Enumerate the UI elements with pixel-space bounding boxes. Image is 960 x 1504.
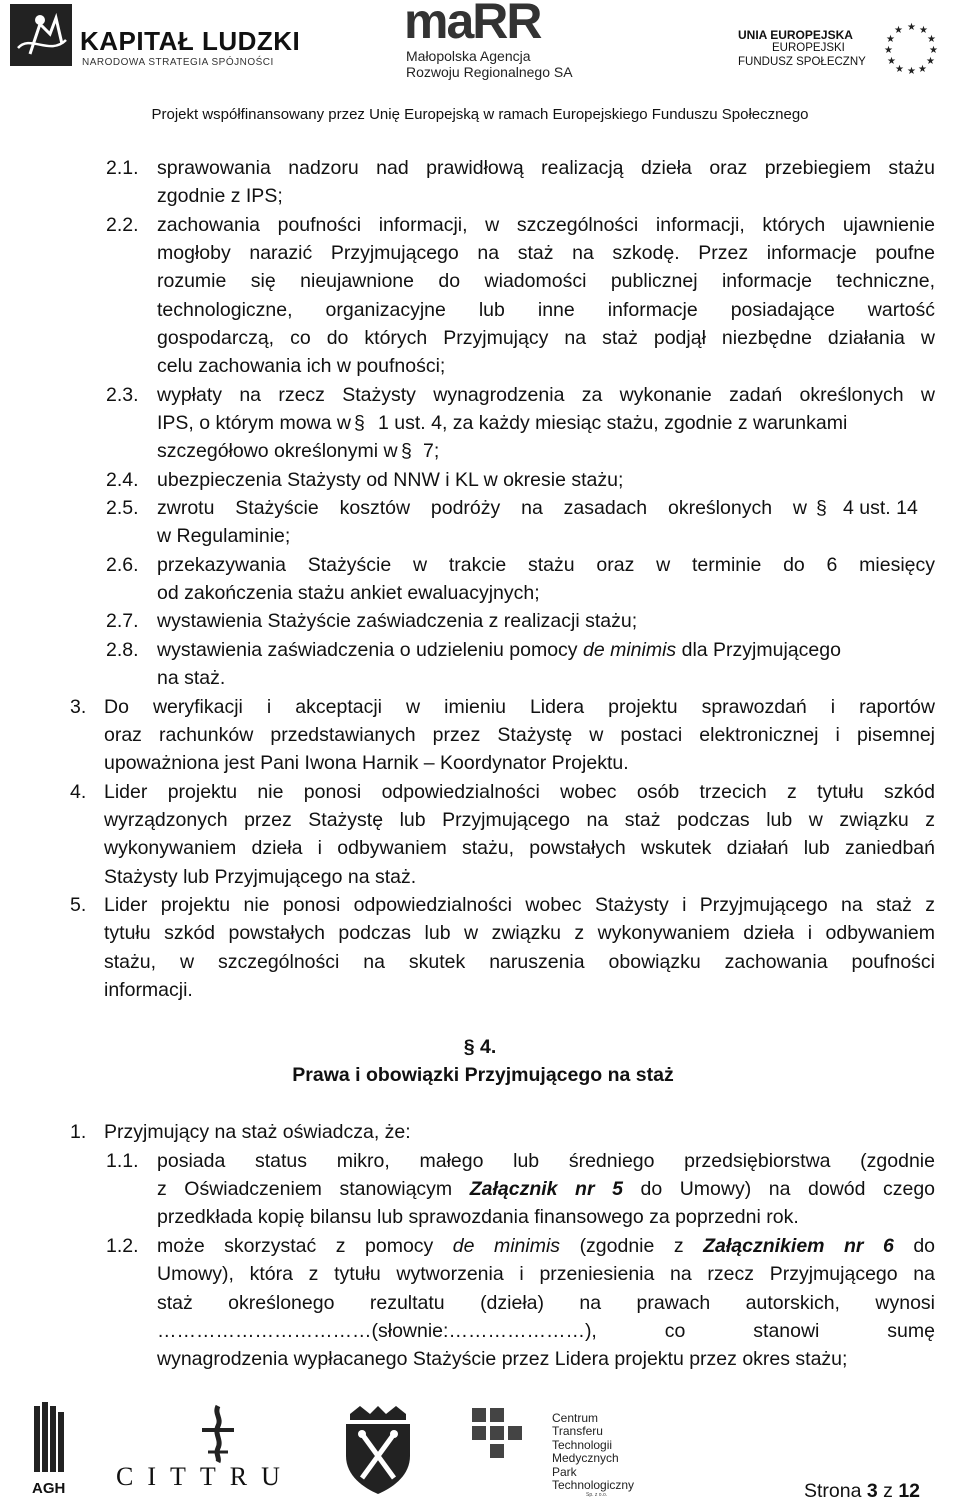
svg-text:★: ★ (887, 56, 896, 67)
item-number: 1.2. (106, 1235, 139, 1257)
item-text-line: 1 ust. 4, za każdy miesiąc stażu, zgodnie z warunkami (378, 412, 848, 434)
paragraph-number: 3. (70, 696, 87, 718)
centrum-line: Transferu (552, 1424, 603, 1439)
item-text-line: od zakończenia stażu ankiet ewaluacyjnych; (157, 582, 540, 604)
paragraph-number: 5. (70, 894, 87, 916)
item-text-line: wypłaty na rzecz Stażysty wynagrodzenia za wykonanie zadań określonych w (157, 384, 935, 406)
text-segment: z Oświadczeniem stanowiącym (157, 1178, 453, 1200)
page-number (804, 1480, 920, 1503)
item-text-line: 4 ust. 14 (843, 497, 918, 519)
item-number: 2.6. (106, 554, 139, 576)
page-header (0, 0, 960, 130)
svg-text:★: ★ (884, 45, 893, 56)
marr-logo-title: maRR (404, 0, 541, 49)
section-title: Prawa i obowiązki Przyjmującego na staż (292, 1064, 674, 1086)
page-footer (0, 1400, 960, 1504)
paragraph-line: informacji. (104, 979, 193, 1001)
eu-logo-line1: UNIA EUROPEJSKA (738, 28, 853, 42)
eu-logo-line2: EUROPEJSKI (772, 42, 845, 54)
eu-fund-logo (738, 22, 950, 78)
text-segment: wystawienia zaświadczenia o udzieleniu pomocy (157, 639, 578, 661)
page-word: z (883, 1480, 893, 1502)
centrum-suffix: Sp. z o.o. (586, 1492, 608, 1498)
text-segment: dla Przyjmującego (681, 639, 841, 661)
paragraph-line: oraz rachunków przedstawianych przez Stażystę w postaci elektronicznej i pisemnej (104, 724, 935, 746)
paragraph-line: wyrządzonych przez Stażystę lub Przyjmującego na staż podczas lub w związku z (104, 809, 935, 831)
item-text-line (157, 1175, 935, 1203)
paragraph-number: 4. (70, 781, 87, 803)
item-text-line: posiada status mikro, małego lub średniego przedsiębiorstwa (zgodnie (157, 1150, 935, 1172)
svg-text:★: ★ (918, 64, 927, 74)
centrum-line: Technologii (552, 1437, 613, 1452)
item-text-line: staż określonego rezultatu (dzieła) na prawach autorskich, wynosi (157, 1292, 935, 1314)
item-text-line: IPS, o którym mowa w (157, 412, 351, 434)
kapital-ludzki-subtitle: NARODOWA STRATEGIA SPÓJNOŚCI (82, 57, 274, 68)
project-cofinancing-line: Projekt współfinansowany przez Unię Europejską w ramach Europejskiego Funduszu Społecznego (151, 106, 809, 123)
centrum-line: Medycznych (552, 1451, 619, 1466)
item-text-line: gospodarczą, co do których Przyjmujący na staż podjął niezbędne działania w (157, 327, 935, 349)
eu-stars-flag-icon (874, 18, 944, 74)
marr-logo-line2: Rozwoju Regionalnego SA (406, 64, 573, 80)
item-number: 2.5. (106, 497, 139, 519)
item-text-line: przekazywania Stażyście w trakcie stażu oraz w terminie do 6 miesięcy (157, 554, 935, 576)
item-number: 2.4. (106, 469, 139, 491)
item-number: 2.1. (106, 157, 139, 179)
item-text-line: Umowy), która z tytułu wytworzenia i przeniesienia na rzecz Przyjmującego na (157, 1263, 935, 1285)
page-total: 12 (898, 1480, 921, 1502)
marr-logo (404, 0, 584, 84)
section-sign-icon: § (354, 412, 365, 434)
item-text-line: sprawowania nadzoru nad prawidłową realizacją dzieła oraz przebiegiem stażu (157, 157, 935, 179)
item-number: 2.3. (106, 384, 139, 406)
item-text-line (157, 1232, 935, 1260)
text-segment: może skorzystać z pomocy (157, 1235, 434, 1257)
centrum-transferu-logo (470, 1404, 640, 1500)
item-text-line (157, 636, 841, 664)
centrum-line: Park (552, 1464, 577, 1479)
item-text-line: technologiczne, organizacyjne lub inne informacje posiadające wartość (157, 299, 935, 321)
paragraph-line: upoważniona jest Pani Iwona Harnik – Koordynator Projektu. (104, 752, 629, 774)
item-text-line: szczegółowo określonymi w (157, 440, 398, 462)
item-text-line: wystawienia Stażyście zaświadczenia z realizacji stażu; (157, 610, 638, 632)
agh-label: AGH (32, 1480, 66, 1497)
kapital-ludzki-emblem-icon (10, 4, 72, 66)
item-text-line: zgodnie z IPS; (157, 185, 283, 207)
svg-text:★: ★ (886, 34, 895, 45)
centrum-line: Centrum (552, 1411, 599, 1425)
paragraph-number: 1. (70, 1121, 87, 1143)
svg-text:★: ★ (919, 25, 928, 36)
item-text-line: rozumie się nieujawnione do wiadomości publicznej informacje techniczne, (157, 270, 935, 292)
paragraph-line: Stażysty lub Przyjmującego na staż. (104, 866, 417, 888)
item-text-line: wynagrodzenia wypłacanego Stażyście przez Lidera projektu przez okres stażu; (157, 1348, 848, 1370)
paragraph-line: Do weryfikacji i akceptacji w imieniu Lidera projektu sprawozdań i raportów (104, 696, 935, 718)
centrum-name (552, 1412, 634, 1492)
paragraph-line: wykonywaniem dzieła i odbywaniem stażu, powstałych wskutek działań lub zaniedbań (104, 837, 935, 859)
svg-text:★: ★ (907, 66, 916, 74)
paragraph-line: Lider projektu nie ponosi odpowiedzialności wobec osób trzecich z tytułu szkód (104, 781, 935, 803)
item-text-line: przedkłada kopię bilansu lub sprawozdania finansowego za poprzedni rok. (157, 1206, 799, 1228)
item-text-line: ubezpieczenia Stażysty od NNW i KL w okresie stażu; (157, 469, 624, 491)
page-word: Strona (804, 1480, 862, 1502)
item-number: 2.2. (106, 214, 139, 236)
section-sign-icon: § (816, 497, 827, 519)
text-segment-bold-italic: Załącznikiem nr 6 (703, 1235, 894, 1257)
text-segment: do (913, 1235, 936, 1257)
eu-logo-line3: FUNDUSZ SPOŁECZNY (738, 56, 866, 68)
item-text-line: zwrotu Stażyście kosztów podróży na zasadach określonych w (157, 497, 807, 519)
paragraph-line: tytułu szkód powstałych podczas lub w związku z wykonywaniem dzieła i odbywaniem (104, 922, 935, 944)
text-segment-bold-italic: Załącznik nr 5 (469, 1178, 623, 1200)
text-segment-italic: de minimis (582, 639, 677, 661)
paragraph-line: Lider projektu nie ponosi odpowiedzialności wobec Stażysty i Przyjmującego na staż z (104, 894, 935, 916)
centrum-line: Technologiczny (552, 1478, 635, 1493)
text-segment: do Umowy) na dowód czego (640, 1178, 936, 1200)
item-text-line: celu zachowania ich w poufności; (157, 355, 446, 377)
item-text-line: na staż. (157, 667, 226, 689)
kapital-ludzki-logo (10, 4, 310, 66)
section-sign-icon: § (463, 1036, 475, 1058)
agh-emblem-icon (30, 1402, 70, 1476)
text-segment: (zgodnie z (579, 1235, 684, 1257)
paragraph-line: Przyjmujący na staż oświadcza, że: (104, 1121, 411, 1143)
svg-text:★: ★ (907, 22, 916, 33)
svg-text:★: ★ (926, 56, 935, 67)
university-crest-icon (340, 1404, 416, 1496)
item-number: 2.7. (106, 610, 139, 632)
section-number (0, 1033, 960, 1061)
svg-text:★: ★ (927, 34, 936, 45)
item-text-line: w Regulaminie; (157, 525, 291, 547)
section-number-value: 4. (480, 1036, 497, 1058)
svg-text:★: ★ (894, 25, 903, 36)
svg-text:★: ★ (929, 45, 938, 56)
item-text-line: mogłoby narazić Przyjmującego na staż na szkodę. Przez informacje poufne (157, 242, 935, 264)
cittru-label: CITTRU (116, 1462, 294, 1491)
cittru-logo (116, 1404, 292, 1492)
text-segment-italic: de minimis (452, 1235, 561, 1257)
item-text-line: ……………………………(słownie:…………………), co stanowi sumę (157, 1320, 935, 1342)
page-current: 3 (866, 1480, 878, 1502)
section-sign-icon: § (401, 440, 412, 462)
svg-text:★: ★ (895, 64, 904, 74)
marr-logo-line1: Małopolska Agencja (406, 48, 531, 64)
agh-logo (30, 1402, 70, 1502)
item-number: 1.1. (106, 1150, 139, 1172)
kapital-ludzki-title: KAPITAŁ LUDZKI (80, 26, 301, 56)
item-number: 2.8. (106, 639, 139, 661)
centrum-emblem-icon (470, 1406, 534, 1470)
item-text-line: 7; (423, 440, 440, 462)
cittru-figure-icon (188, 1404, 248, 1464)
paragraph-line: stażu, w szczególności na skutek naruszenia obowiązku zachowania poufności (104, 951, 935, 973)
item-text-line: zachowania poufności informacji, w szczególności informacji, których ujawnienie (157, 214, 935, 236)
